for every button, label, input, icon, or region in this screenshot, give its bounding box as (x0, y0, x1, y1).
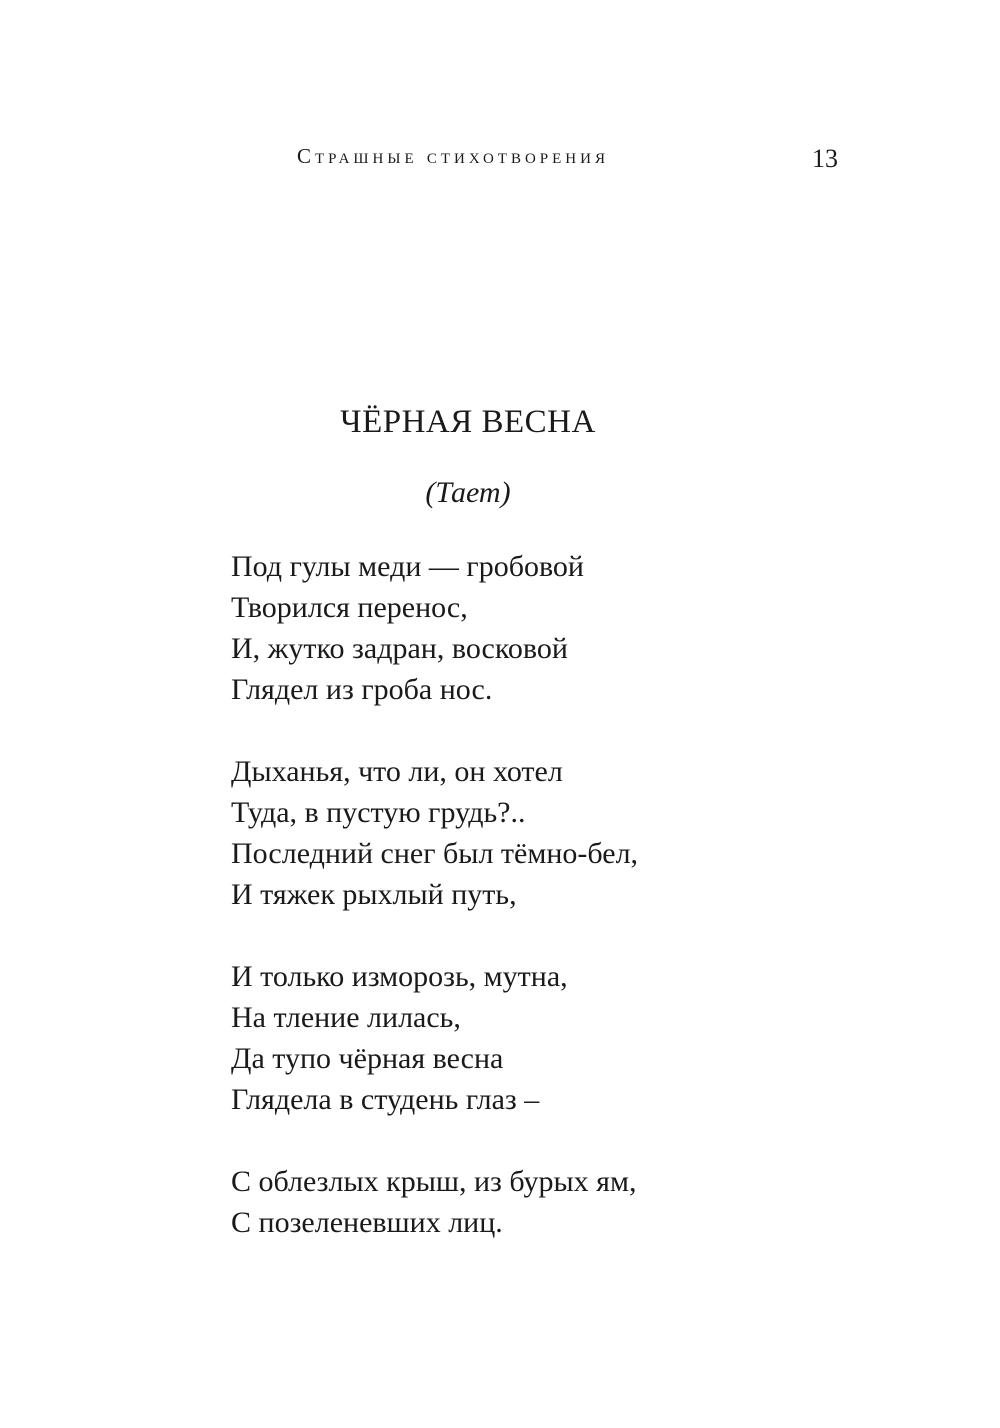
page-number: 13 (812, 144, 838, 173)
stanza-3 (231, 956, 931, 1120)
stanza-2 (231, 751, 931, 915)
poem-body (231, 546, 931, 1284)
running-head-title: Страшные стихотворения (297, 144, 609, 168)
poem-line: С позеленевших лиц. (231, 1206, 503, 1239)
poem-line: Глядела в студень глаз – (231, 1083, 540, 1116)
poem-line: Последний снег был тёмно-бел, (231, 837, 639, 870)
poem-line: На тление лилась, (231, 1001, 461, 1034)
poem-line: Да тупо чёрная весна (231, 1042, 504, 1075)
poem-subtitle: (Тает) (425, 476, 511, 509)
poem-line: И, жутко задран, восковой (231, 632, 568, 665)
poem-line: Дыханья, что ли, он хотел (231, 755, 563, 788)
poem-line: Под гулы меди — гробовой (231, 550, 584, 583)
poem-line: Туда, в пустую грудь?.. (231, 796, 526, 829)
poem-line: С облезлых крыш, из бурых ям, (231, 1165, 637, 1198)
stanza-4 (231, 1161, 931, 1243)
poem-line: Творился перенос, (231, 591, 468, 624)
poem-title: ЧЁРНАЯ ВЕСНА (340, 404, 596, 440)
stanza-1 (231, 546, 931, 710)
poem-line: Глядел из гроба нос. (231, 673, 493, 706)
poem-line: И только изморозь, мутна, (231, 960, 568, 993)
poem-line: И тяжек рыхлый путь, (231, 878, 517, 911)
